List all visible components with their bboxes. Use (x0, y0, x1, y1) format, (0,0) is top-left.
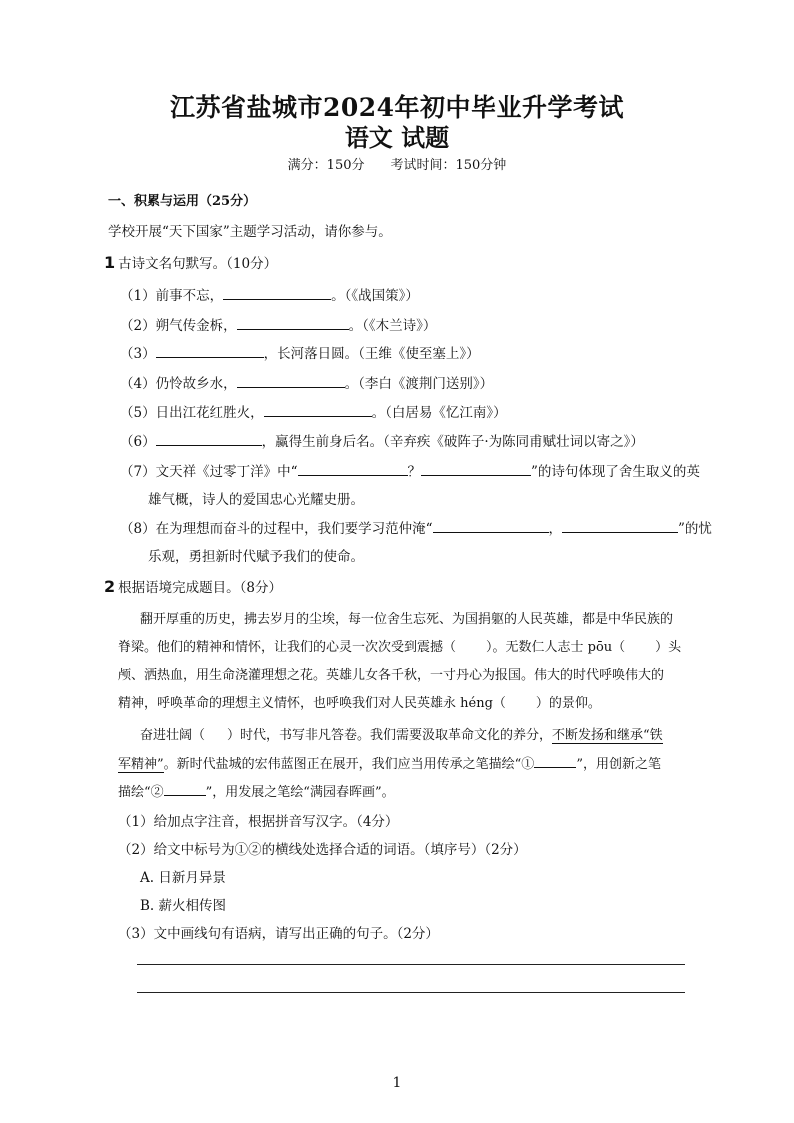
answer-line[interactable] (137, 964, 685, 965)
q1-item-6 (120, 430, 644, 450)
q1-item-3 (120, 342, 480, 362)
section-heading: 一、积累与运用（25分） (108, 194, 257, 209)
answer-blank[interactable] (421, 461, 531, 476)
passage-line (140, 724, 663, 743)
q2-sub-1: （1）给加点字注音，根据拼音写汉字。（4分） (118, 814, 399, 830)
item-text: （8）在为理想而奋斗的过程中，我们要学习范仲淹“ (120, 521, 433, 537)
q1-item-7 (120, 460, 700, 480)
question-number: 1 (104, 253, 116, 272)
question-2-prompt (104, 576, 282, 596)
option-a[interactable]: A. 日新月异景 (140, 870, 226, 886)
answer-blank[interactable] (562, 518, 678, 533)
passage-text: 奋进壮阔（ (140, 728, 206, 743)
answer-blank[interactable] (223, 285, 331, 300)
q1-item-2 (120, 314, 436, 334)
passage-line (118, 692, 601, 711)
answer-blank[interactable] (298, 461, 408, 476)
q1-item-7-cont: 雄气概，诗人的爱国忠心光耀史册。 (148, 492, 364, 508)
passage-text: ）头 (655, 640, 682, 655)
item-source: 。（李白《渡荆门送别》） (344, 376, 494, 392)
answer-blank[interactable] (433, 518, 549, 533)
answer-blank[interactable] (237, 315, 349, 330)
item-source: 。（白居易《忆江南》） (371, 405, 507, 421)
answer-line[interactable] (137, 992, 685, 993)
q1-item-8-cont: 乐观，勇担新时代赋予我们的使命。 (148, 549, 364, 565)
item-source: ，长河落日圆。（王维《使至塞上》） (263, 346, 480, 362)
exam-meta: 满分：150分 考试时间：150分钟 (287, 158, 507, 173)
question-text: 古诗文名句默写。（10分） (118, 256, 278, 272)
passage-text: ”，用发展之笔绘“满园春晖画”。 (205, 785, 395, 800)
passage-line (118, 636, 681, 655)
item-text: ”的忧 (678, 521, 712, 537)
passage-text: 脊梁。他们的精神和情怀，让我们的心灵一次次受到震撼（ (118, 640, 457, 655)
answer-blank[interactable] (156, 431, 262, 446)
passage-line: 颅、洒热血，用生命浇灌理想之花。英雄儿女各千秋，一寸丹心为报国。伟大的时代呼唤伟大的 (118, 668, 665, 683)
passage-text: ”，用创新之笔 (576, 757, 661, 772)
item-text: （7）文天祥《过零丁洋》中“ (120, 464, 298, 480)
answer-blank[interactable] (156, 343, 264, 358)
item-text: （1）前事不忘， (120, 288, 224, 304)
exam-title: 江苏省盐城市2024年初中毕业升学考试 (169, 93, 625, 122)
item-text: ？ (407, 464, 421, 480)
passage-text: ）。无数仁人志士 pōu（ (486, 640, 626, 655)
item-text: （6） (120, 434, 156, 450)
item-text: （2）朔气传金柝， (120, 318, 237, 334)
passage-text: 精神，呼唤革命的理想主义情怀，也呼唤我们对人民英雄永 héng（ (118, 696, 506, 711)
answer-blank-1[interactable] (534, 753, 576, 768)
passage-line: 翻开厚重的历史，拂去岁月的尘埃，每一位舍生忘死、为国捐躯的人民英雄，都是中华民族的 (140, 612, 674, 627)
q1-item-5 (120, 401, 507, 421)
option-b[interactable]: B. 薪火相传图 (140, 898, 227, 914)
q1-item-8 (120, 517, 712, 537)
passage-text: ）的景仰。 (535, 696, 601, 711)
item-source: ，赢得生前身后名。（辛弃疾《破阵子·为陈同甫赋壮词以寄之》） (261, 434, 644, 450)
item-text: ”的诗句体现了舍生取义的英 (531, 464, 700, 480)
answer-blank-2[interactable] (164, 781, 206, 796)
question-number: 2 (104, 577, 116, 596)
passage-text: 描绘“② (118, 785, 164, 800)
q2-sub-2: （2）给文中标号为①②的横线处选择合适的词语。（填序号）（2分） (118, 842, 527, 858)
exam-subtitle: 语文 试题 (344, 123, 450, 152)
item-text: ， (548, 521, 562, 537)
answer-blank[interactable] (264, 402, 372, 417)
section-intro: 学校开展“天下国家”主题学习活动，请你参与。 (108, 224, 392, 240)
page-number: 1 (392, 1075, 402, 1091)
question-text: 根据语境完成题目。（8分） (118, 580, 282, 596)
passage-text: ）时代，书写非凡答卷。我们需要汲取革命文化的养分， (227, 728, 553, 743)
q1-item-4 (120, 372, 493, 392)
underlined-sentence: 军精神” (118, 757, 164, 772)
question-1-prompt (104, 252, 277, 272)
item-text: （3） (120, 346, 156, 362)
passage-text: 。新时代盐城的宏伟蓝图正在展开，我们应当用传承之笔描绘“① (163, 757, 535, 772)
item-text: （5）日出江花红胜火， (120, 405, 264, 421)
passage-line (118, 781, 395, 800)
item-source: 。（《战国策》） (331, 288, 419, 304)
q2-sub-3: （3）文中画线句有语病，请写出正确的句子。（2分） (118, 926, 439, 942)
item-text: （4）仍怜故乡水， (120, 376, 237, 392)
item-source: 。（《木兰诗》） (348, 318, 437, 334)
underlined-sentence: 不断发扬和继承“铁 (552, 728, 663, 743)
passage-line (118, 753, 661, 772)
q1-item-1 (120, 284, 419, 304)
answer-blank[interactable] (237, 373, 345, 388)
